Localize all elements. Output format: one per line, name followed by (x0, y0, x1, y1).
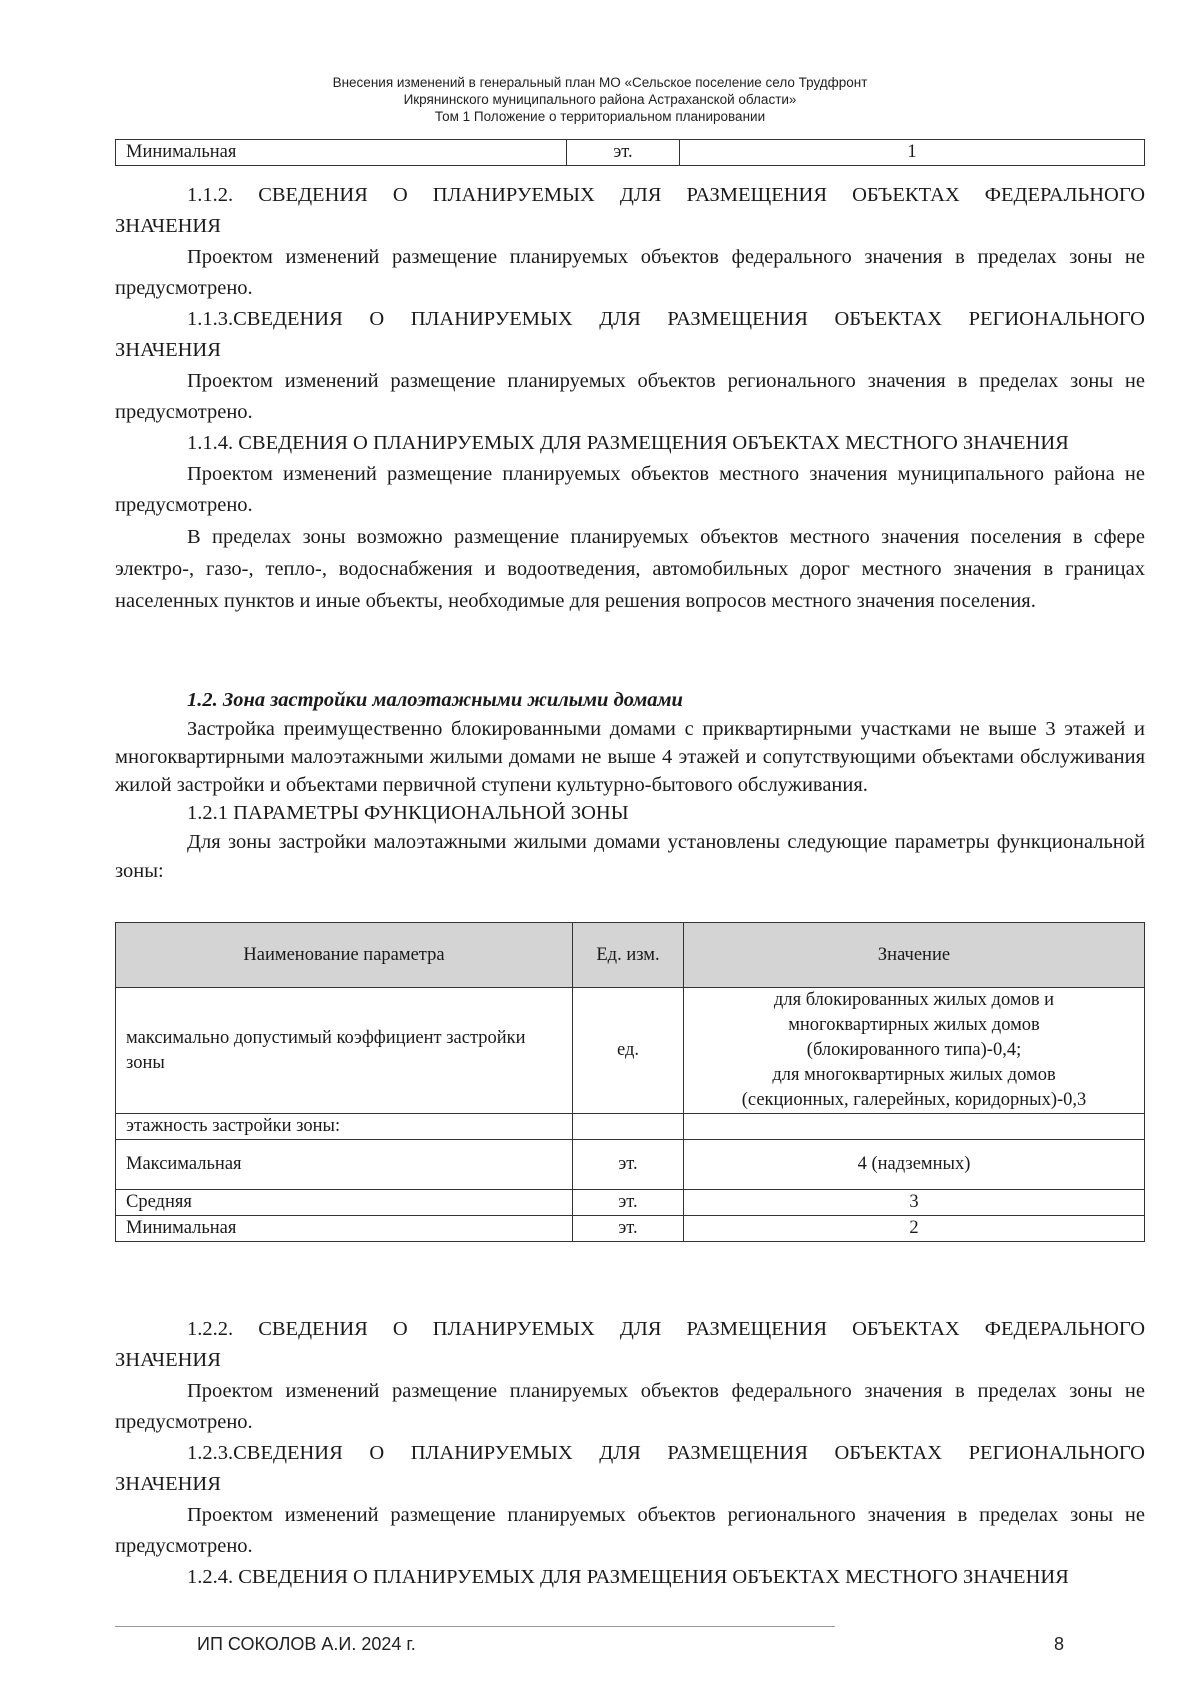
paragraph-1-1-4-a: Проектом изменений размещение планируемых объектов местного значения муниципального района не предусмотрено. (115, 463, 1145, 516)
section-1-1-body (115, 180, 1145, 617)
section-1-2-intro: Застройка преимущественно блокированными домами с приквартирными участками не выше 3 этажей и многоквартирными малоэтажными жилыми домами не выше 4 этажей и сопутствующими объектами обслуживания жилой застройки и объектами первичной ступени культурно-бытового обслуживания. (115, 718, 1145, 796)
page-number: 8 (1054, 1634, 1065, 1654)
param-unit: эт. (567, 140, 680, 166)
paragraph-1-2-3: Проектом изменений размещение планируемых объектов регионального значения в пределах зоны не предусмотрено. (115, 1504, 1145, 1557)
heading-1-1-3-cont: ЗНАЧЕНИЯ (115, 339, 221, 361)
param-unit: эт. (573, 1190, 684, 1216)
param-unit (573, 1114, 684, 1140)
param-unit: эт. (573, 1140, 684, 1190)
table-row (116, 1216, 1145, 1242)
paragraph-1-2-2: Проектом изменений размещение планируемых объектов федерального значения в пределах зоны не предусмотрено. (115, 1380, 1145, 1433)
heading-1-2-4: 1.2.4. СВЕДЕНИЯ О ПЛАНИРУЕМЫХ ДЛЯ РАЗМЕЩЕНИЯ ОБЪЕКТАХ МЕСТНОГО ЗНАЧЕНИЯ (187, 1566, 1069, 1588)
value-line: многоквартирных жилых домов (788, 1015, 1040, 1035)
param-name: Средняя (116, 1190, 573, 1216)
heading-1-2-2-cont: ЗНАЧЕНИЯ (115, 1349, 221, 1371)
value-line: для блокированных жилых домов и (773, 990, 1055, 1010)
param-value: 3 (684, 1190, 1145, 1216)
section-1-2 (115, 686, 1145, 886)
paragraph-1-1-2: Проектом изменений размещение планируемых объектов федерального значения в пределах зоны не предусмотрено. (115, 246, 1145, 299)
paragraph-1-1-3: Проектом изменений размещение планируемых объектов регионального значения в пределах зоны не предусмотрено. (115, 370, 1145, 423)
header-line-2: Икрянинского муниципального района Астраханской области» (403, 92, 797, 107)
footer-author: ИП СОКОЛОВ А.И. 2024 г. (197, 1634, 416, 1654)
heading-1-2-2: 1.2.2. СВЕДЕНИЯ О ПЛАНИРУЕМЫХ ДЛЯ РАЗМЕЩЕНИЯ ОБЪЕКТАХ ФЕДЕРАЛЬНОГО (187, 1318, 1145, 1340)
params-intro: Для зоны застройки малоэтажными жилыми домами установлены следующие параметры функциональной зоны: (115, 831, 1145, 882)
param-name: Минимальная (116, 1216, 573, 1242)
param-unit: ед. (573, 988, 684, 1114)
param-value: 1 (680, 140, 1145, 166)
value-line: (секционных, галерейных, коридорных)-0,3 (741, 1090, 1087, 1110)
param-name: максимально допустимый коэффициент застройки зоны (116, 988, 573, 1114)
param-value: 4 (надземных) (684, 1140, 1145, 1190)
param-unit: эт. (573, 1216, 684, 1242)
top-table-fragment (115, 139, 1145, 166)
table-row (116, 988, 1145, 1114)
value-line: для многоквартирных жилых домов (772, 1065, 1056, 1085)
column-header-value: Значение (684, 923, 1145, 988)
param-value: 2 (684, 1216, 1145, 1242)
document-header (0, 74, 1200, 125)
heading-1-1-3: 1.1.3.СВЕДЕНИЯ О ПЛАНИРУЕМЫХ ДЛЯ РАЗМЕЩЕНИЯ ОБЪЕКТАХ РЕГИОНАЛЬНОГО (187, 308, 1145, 330)
header-line-3: Том 1 Положение о территориальном планировании (434, 109, 766, 124)
table-row (116, 140, 1145, 166)
value-line: (блокированного типа)-0,4; (806, 1040, 1022, 1060)
table-row (116, 1140, 1145, 1190)
parameters-table (115, 922, 1145, 1242)
section-1-2-body (115, 1314, 1145, 1593)
param-name: этажность застройки зоны: (116, 1114, 573, 1140)
section-title-1-2: 1.2. Зона застройки малоэтажными жилыми домами (187, 689, 683, 711)
heading-1-1-2-cont: ЗНАЧЕНИЯ (115, 215, 221, 237)
column-header-name: Наименование параметра (116, 923, 573, 988)
heading-1-2-1: 1.2.1 ПАРАМЕТРЫ ФУНКЦИОНАЛЬНОЙ ЗОНЫ (187, 802, 629, 824)
heading-1-2-3-cont: ЗНАЧЕНИЯ (115, 1473, 221, 1495)
param-name: Максимальная (116, 1140, 573, 1190)
heading-1-1-2: 1.1.2. СВЕДЕНИЯ О ПЛАНИРУЕМЫХ ДЛЯ РАЗМЕЩЕНИЯ ОБЪЕКТАХ ФЕДЕРАЛЬНОГО (187, 184, 1145, 206)
footer-divider (115, 1626, 835, 1627)
header-line-1: Внесения изменений в генеральный план МО «Сельское поселение село Трудфронт (332, 75, 868, 90)
column-header-unit: Ед. изм. (573, 923, 684, 988)
param-value (684, 988, 1145, 1114)
heading-1-1-4: 1.1.4. СВЕДЕНИЯ О ПЛАНИРУЕМЫХ ДЛЯ РАЗМЕЩЕНИЯ ОБЪЕКТАХ МЕСТНОГО ЗНАЧЕНИЯ (187, 432, 1069, 454)
table-row (116, 1190, 1145, 1216)
heading-1-2-3: 1.2.3.СВЕДЕНИЯ О ПЛАНИРУЕМЫХ ДЛЯ РАЗМЕЩЕНИЯ ОБЪЕКТАХ РЕГИОНАЛЬНОГО (187, 1442, 1145, 1464)
table-row (116, 1114, 1145, 1140)
param-name: Минимальная (116, 140, 567, 166)
table-header-row (116, 923, 1145, 988)
paragraph-1-1-4-b: В пределах зоны возможно размещение планируемых объектов местного значения поселения в сфере электро-, газо-, тепло-, водоснабжения и водоотведения, автомобильных дорог местного значения в границах населенных пунктов и иные объекты, необходимые для решения вопросов местного значения поселения. (115, 526, 1145, 612)
param-value (684, 1114, 1145, 1140)
